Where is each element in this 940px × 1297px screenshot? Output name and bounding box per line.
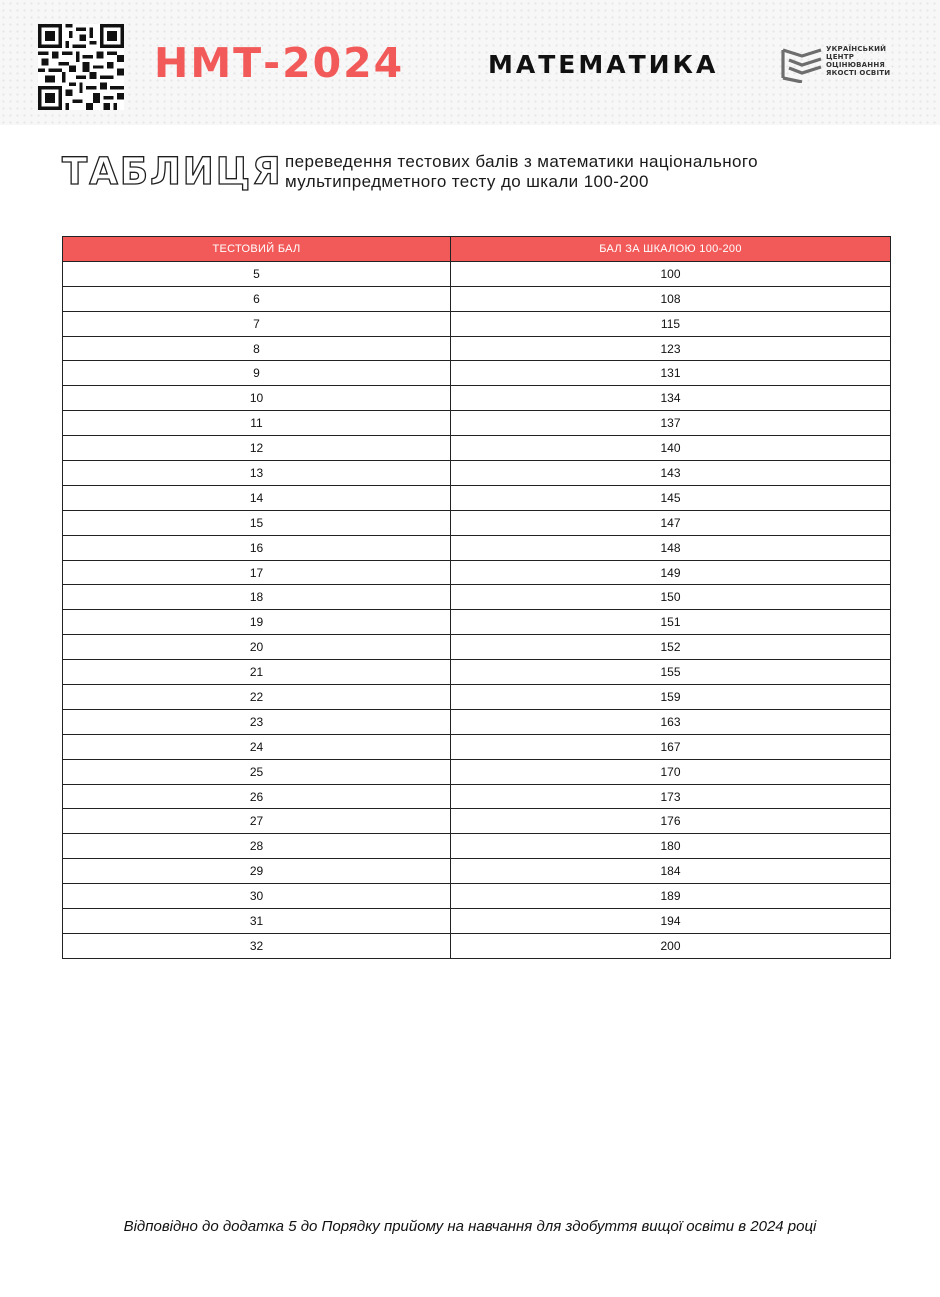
score-conversion-table [62,236,891,959]
table-row [63,485,891,510]
subject-title: МАТЕМАТИКА [488,50,719,79]
table-description [285,152,885,192]
scaled-score-cell: 194 [451,909,891,934]
scaled-score-cell: 134 [451,386,891,411]
footer-note: Відповідно до додатка 5 до Порядку прийому на навчання для здобуття вищої освіти в 2024 році [123,1218,817,1235]
scaled-score-cell: 180 [451,834,891,859]
table-heading: ТАБЛИЦЯ [62,150,283,193]
description-line: мультипредметного тесту до шкали 100-200 [285,172,649,191]
exam-title: НМТ-2024 [154,39,405,87]
test-score-cell: 13 [63,461,451,486]
table-row [63,660,891,685]
test-score-cell: 14 [63,485,451,510]
scaled-score-cell: 173 [451,784,891,809]
scaled-score-cell: 145 [451,485,891,510]
test-score-cell: 10 [63,386,451,411]
test-score-cell: 5 [63,261,451,286]
table-row [63,709,891,734]
test-score-cell: 11 [63,411,451,436]
test-score-cell: 25 [63,759,451,784]
scaled-score-cell: 150 [451,585,891,610]
scaled-score-cell: 140 [451,436,891,461]
scaled-score-cell: 143 [451,461,891,486]
table-row [63,436,891,461]
table-header-row [63,237,891,262]
test-score-cell: 30 [63,884,451,909]
scaled-score-cell: 100 [451,261,891,286]
test-score-cell: 20 [63,635,451,660]
test-score-cell: 31 [63,909,451,934]
scaled-score-cell: 189 [451,884,891,909]
scaled-score-cell: 108 [451,286,891,311]
test-score-cell: 32 [63,933,451,958]
scaled-score-cell: 159 [451,685,891,710]
ucoyo-logo-icon [780,45,824,83]
logo-line: УКРАЇНСЬКИЙ [826,45,887,53]
test-score-cell: 12 [63,436,451,461]
table-row [63,933,891,958]
table-row [63,286,891,311]
table-row [63,859,891,884]
scaled-score-cell: 137 [451,411,891,436]
scaled-score-cell: 167 [451,734,891,759]
test-score-cell: 17 [63,560,451,585]
table-row [63,535,891,560]
table-row [63,336,891,361]
table-row [63,784,891,809]
logo-line: ЦЕНТР [826,53,855,61]
logo-line: ОЦІНЮВАННЯ [826,61,885,69]
scaled-score-cell: 149 [451,560,891,585]
scaled-score-cell: 131 [451,361,891,386]
description-line: переведення тестових балів з математики національного [285,152,758,171]
scaled-score-cell: 155 [451,660,891,685]
test-score-cell: 28 [63,834,451,859]
scaled-score-cell: 115 [451,311,891,336]
table-row [63,411,891,436]
test-score-cell: 21 [63,660,451,685]
column-header-scaled-score: БАЛ ЗА ШКАЛОЮ 100-200 [451,237,891,262]
table-row [63,834,891,859]
test-score-cell: 26 [63,784,451,809]
table-row [63,635,891,660]
table-row [63,361,891,386]
scaled-score-cell: 147 [451,510,891,535]
test-score-cell: 19 [63,610,451,635]
scaled-score-cell: 163 [451,709,891,734]
table-row [63,610,891,635]
test-score-cell: 6 [63,286,451,311]
table-row [63,560,891,585]
table-row [63,759,891,784]
test-score-cell: 22 [63,685,451,710]
table-row [63,734,891,759]
scaled-score-cell: 184 [451,859,891,884]
scaled-score-cell: 148 [451,535,891,560]
table-row [63,261,891,286]
scaled-score-cell: 152 [451,635,891,660]
table-row [63,461,891,486]
table-row [63,685,891,710]
table-row [63,510,891,535]
scaled-score-cell: 200 [451,933,891,958]
test-score-cell: 27 [63,809,451,834]
scaled-score-cell: 170 [451,759,891,784]
logo-line: ЯКОСТІ ОСВІТИ [826,69,891,77]
scaled-score-cell: 123 [451,336,891,361]
scaled-score-cell: 151 [451,610,891,635]
test-score-cell: 23 [63,709,451,734]
test-score-cell: 7 [63,311,451,336]
table-row [63,585,891,610]
column-header-test-score: ТЕСТОВИЙ БАЛ [63,237,451,262]
table-row [63,311,891,336]
test-score-cell: 24 [63,734,451,759]
test-score-cell: 15 [63,510,451,535]
table-row [63,386,891,411]
test-score-cell: 9 [63,361,451,386]
qr-code-icon [38,24,124,110]
test-score-cell: 8 [63,336,451,361]
test-score-cell: 18 [63,585,451,610]
table-row [63,884,891,909]
test-score-cell: 29 [63,859,451,884]
test-score-cell: 16 [63,535,451,560]
scaled-score-cell: 176 [451,809,891,834]
table-row [63,909,891,934]
table-row [63,809,891,834]
logo-text [826,45,890,77]
